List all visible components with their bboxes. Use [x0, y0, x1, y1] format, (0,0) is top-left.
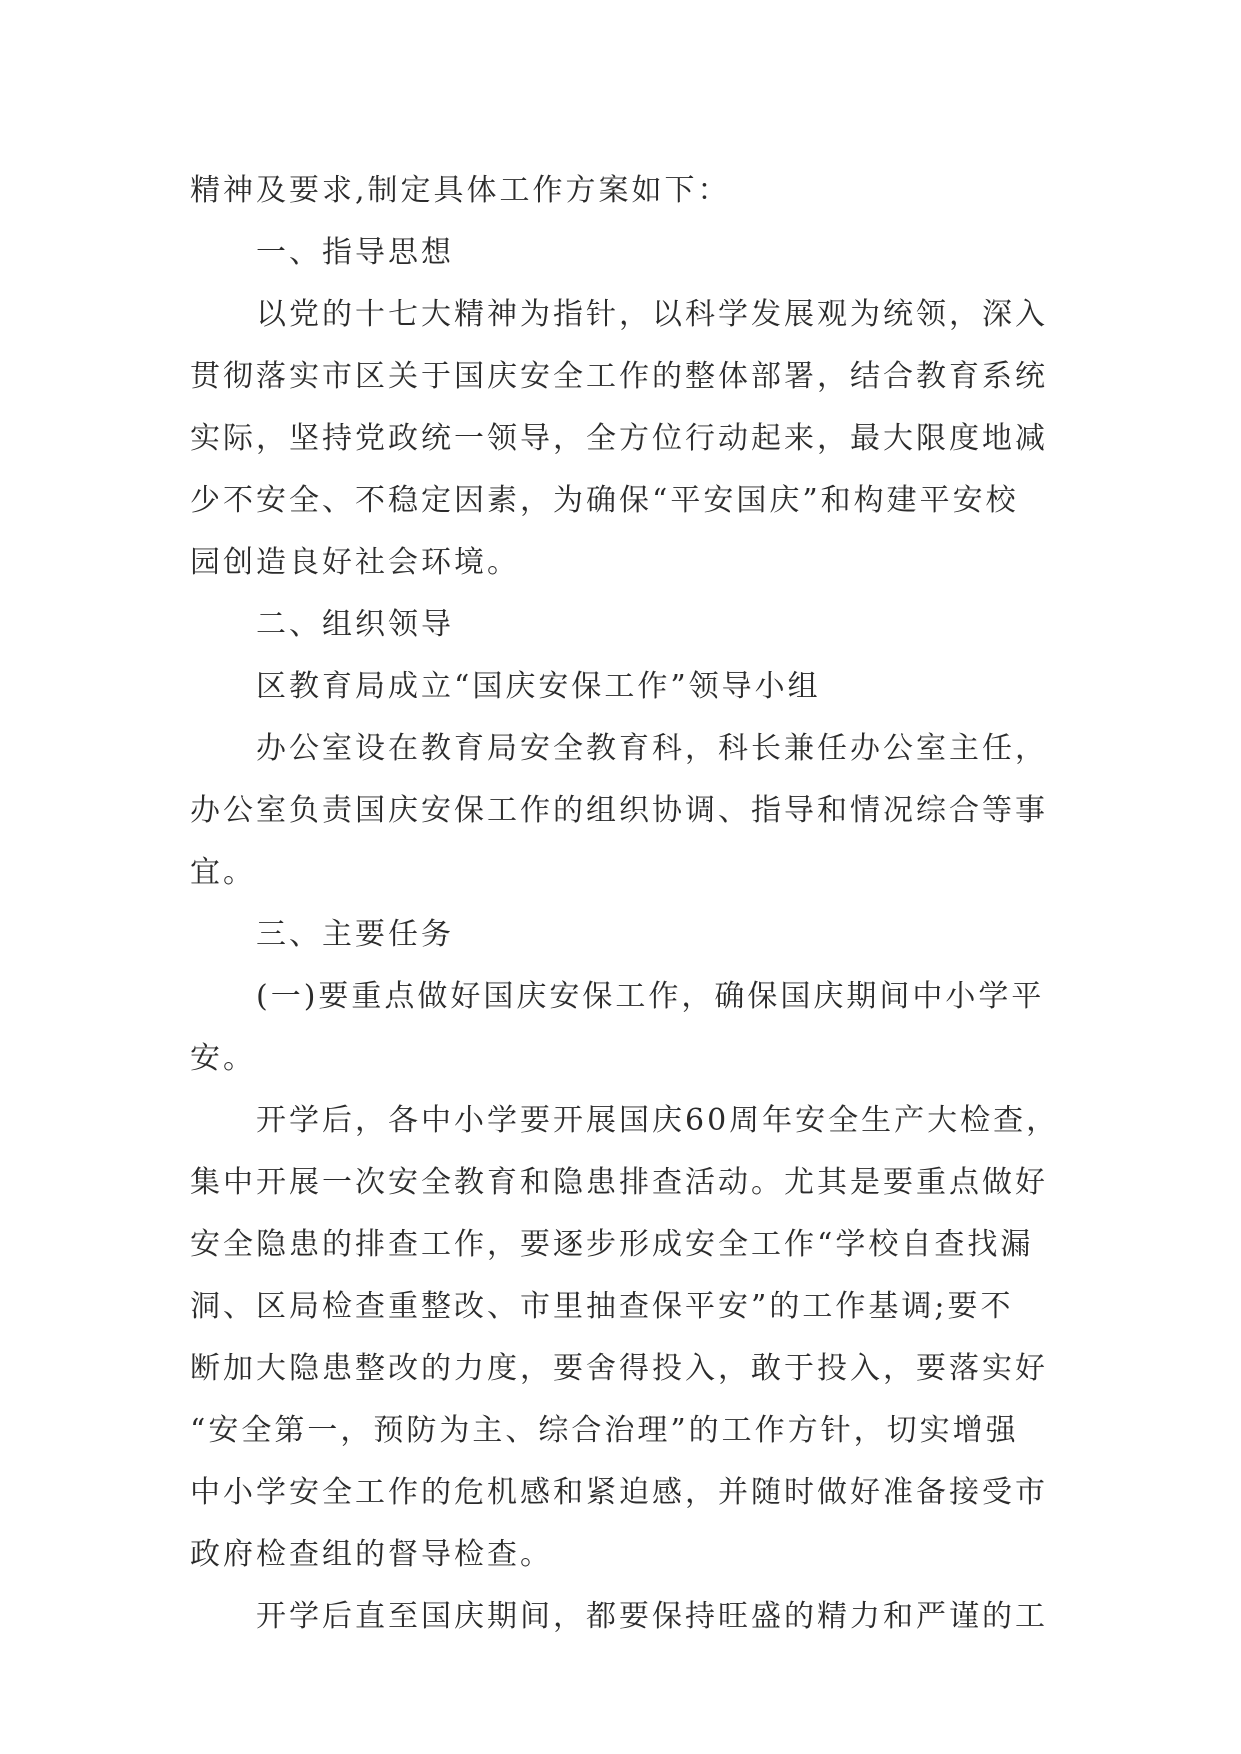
text-line: 集中开展一次安全教育和隐患排查活动。尤其是要重点做好: [190, 1165, 1048, 1200]
document-body: [190, 160, 1070, 1648]
text-line: 精神及要求,制定具体工作方案如下：: [190, 173, 731, 208]
text-line: 开学后直至国庆期间，都要保持旺盛的精力和严谨的工: [256, 1599, 1048, 1634]
text-line: 断加大隐患整改的力度，要舍得投入，敢于投入，要落实好: [190, 1351, 1048, 1386]
text-line: 以党的十七大精神为指针，以科学发展观为统领，深入: [256, 297, 1048, 332]
text-line: “安全第一，预防为主、综合治理”的工作方针，切实增强: [190, 1413, 1019, 1448]
text-line: 实际，坚持党政统一领导，全方位行动起来，最大限度地减: [190, 421, 1048, 456]
text-line: 园创造良好社会环境。: [190, 545, 520, 580]
section-heading-guiding-ideology: 一、指导思想: [256, 235, 454, 270]
subsection-heading: (一)要重点做好国庆安保工作，确保国庆期间中小学平: [256, 979, 1045, 1014]
text-line: 中小学安全工作的危机感和紧迫感，并随时做好准备接受市: [190, 1475, 1048, 1510]
section-heading-main-tasks: 三、主要任务: [256, 917, 454, 952]
text-line: 办公室负责国庆安保工作的组织协调、指导和情况综合等事: [190, 793, 1048, 828]
text-line: 安。: [190, 1041, 256, 1076]
text-line: 区教育局成立“国庆安保工作”领导小组: [256, 669, 821, 704]
text-line: 宜。: [190, 855, 256, 890]
text-line: 开学后，各中小学要开展国庆60周年安全生产大检查，: [256, 1103, 1060, 1138]
text-line: 洞、区局检查重整改、市里抽查保平安”的工作基调;要不: [190, 1289, 1014, 1324]
section-heading-organization: 二、组织领导: [256, 607, 454, 642]
text-line: 贯彻落实市区关于国庆安全工作的整体部署，结合教育系统: [190, 359, 1048, 394]
text-line: 办公室设在教育局安全教育科，科长兼任办公室主任，: [256, 731, 1048, 766]
text-line: 安全隐患的排查工作，要逐步形成安全工作“学校自查找漏: [190, 1227, 1034, 1262]
text-line: 政府检查组的督导检查。: [190, 1537, 553, 1572]
text-line: 少不安全、不稳定因素，为确保“平安国庆”和构建平安校: [190, 483, 1019, 518]
